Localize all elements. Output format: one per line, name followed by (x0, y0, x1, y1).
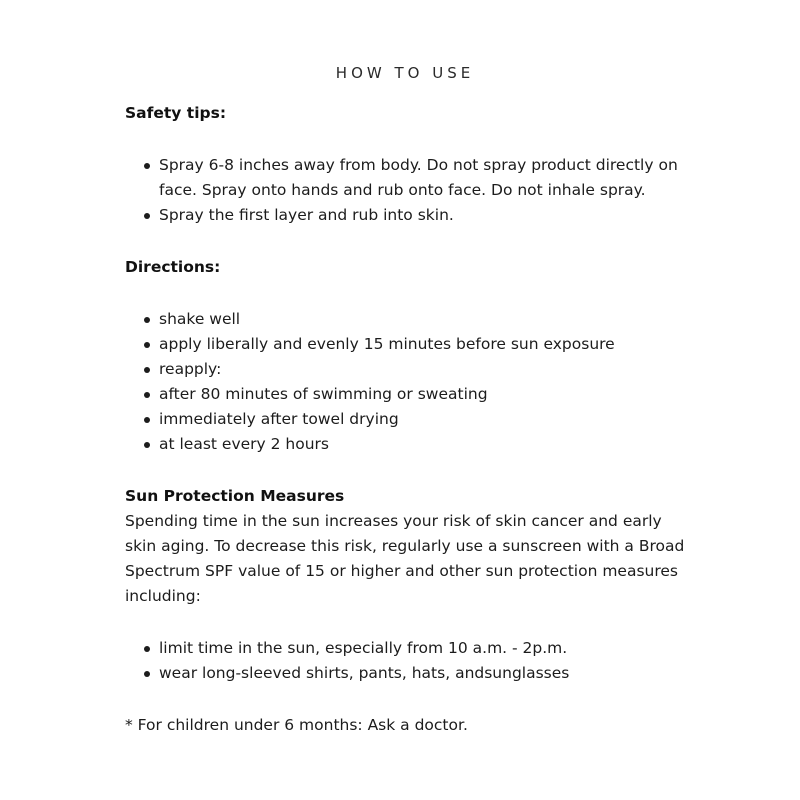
list-item-text: immediately after towel drying (159, 410, 399, 428)
list-item-text: Spray the first layer and rub into skin. (159, 206, 454, 224)
page-title: HOW TO USE (335, 64, 475, 82)
bullet-icon (144, 317, 150, 323)
list-item-text: wear long-sleeved shirts, pants, hats, andsunglasses (159, 664, 570, 682)
safety-tips-list (125, 153, 745, 228)
bullet-icon (144, 163, 150, 169)
list-item-text: Spray 6-8 inches away from body. Do not spray product directly on face. Spray onto hands and rub onto face. Do not inhale spray. (159, 156, 678, 199)
list-item-text: reapply: (159, 360, 222, 378)
list-item (125, 153, 679, 203)
bullet-icon (144, 646, 150, 652)
bullet-icon (144, 367, 150, 373)
list-item (125, 432, 745, 457)
list-item (125, 203, 745, 228)
list-item (125, 661, 745, 686)
bullet-icon (144, 417, 150, 423)
list-item (125, 357, 745, 382)
list-item (125, 382, 745, 407)
bullet-icon (144, 671, 150, 677)
list-item-text: limit time in the sun, especially from 10 a.m. - 2p.m. (159, 639, 568, 657)
content-body (125, 101, 745, 738)
bullet-icon (144, 342, 150, 348)
sun-protection-heading: Sun Protection Measures (125, 487, 345, 505)
directions-list (125, 307, 745, 457)
bullet-icon (144, 442, 150, 448)
list-item (125, 307, 745, 332)
sun-protection-paragraph: Spending time in the sun increases your risk of skin cancer and early skin aging. To decrease this risk, regularly use a sunscreen with a Broad Spectrum SPF value of 15 or higher and other sun protection measures including: (125, 512, 685, 605)
footnote: * For children under 6 months: Ask a doctor. (125, 716, 468, 734)
bullet-icon (144, 392, 150, 398)
bullet-icon (144, 213, 150, 219)
list-item (125, 332, 745, 357)
list-item (125, 407, 745, 432)
safety-tips-heading: Safety tips: (125, 104, 227, 122)
list-item-text: at least every 2 hours (159, 435, 330, 453)
list-item (125, 636, 745, 661)
sun-protection-list (125, 636, 745, 686)
directions-heading: Directions: (125, 258, 221, 276)
list-item-text: apply liberally and evenly 15 minutes before sun exposure (159, 335, 615, 353)
list-item-text: shake well (159, 310, 241, 328)
list-item-text: after 80 minutes of swimming or sweating (159, 385, 488, 403)
